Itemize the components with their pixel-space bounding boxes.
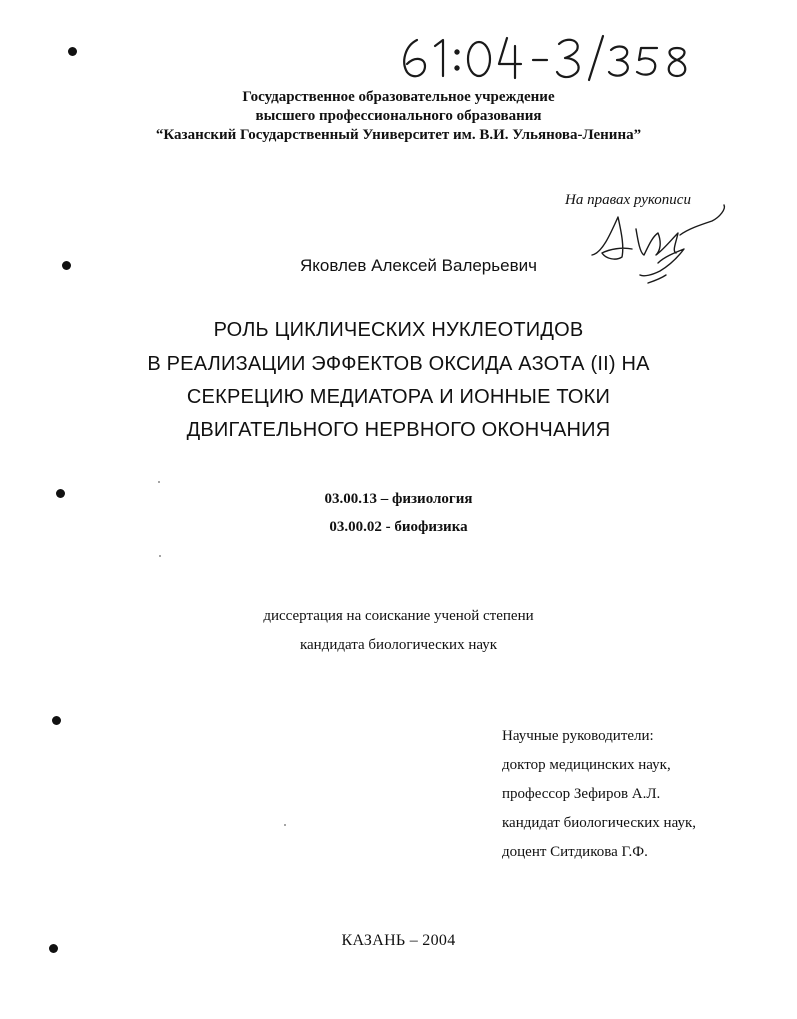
- signature: [588, 195, 728, 290]
- punch-hole: [52, 716, 61, 725]
- catalog-number-handwritten: [395, 32, 695, 84]
- advisor-line: кандидат биологических наук,: [502, 815, 696, 831]
- scan-speck: [284, 824, 286, 826]
- advisors-heading: Научные руководители:: [502, 728, 654, 744]
- institution-line-2: высшего профессионального образования: [255, 108, 542, 124]
- punch-hole: [62, 261, 71, 270]
- title-line: В РЕАЛИЗАЦИИ ЭФФЕКТОВ ОКСИДА АЗОТА (II) НА: [147, 353, 650, 375]
- title-line: ДВИГАТЕЛЬНОГО НЕРВНОГО ОКОНЧАНИЯ: [186, 419, 611, 441]
- advisor-line: профессор Зефиров А.Л.: [502, 786, 661, 802]
- scan-speck: [159, 555, 161, 557]
- degree-line-2: кандидата биологических наук: [299, 637, 498, 653]
- specialty-code: 03.00.02 - биофизика: [329, 519, 468, 535]
- scan-speck: [158, 481, 160, 483]
- advisor-line: доцент Ситдикова Г.Ф.: [502, 844, 648, 860]
- degree-line-1: диссертация на соискание ученой степени: [263, 608, 534, 624]
- institution-line-3: “Казанский Государственный Университет им. В.И. Ульянова-Ленина”: [155, 127, 642, 143]
- title-line: СЕКРЕЦИЮ МЕДИАТОРА И ИОННЫЕ ТОКИ: [186, 386, 611, 408]
- title-line: РОЛЬ ЦИКЛИЧЕСКИХ НУКЛЕОТИДОВ: [213, 319, 584, 341]
- punch-hole: [68, 47, 77, 56]
- manuscript-note: На правах рукописи: [565, 192, 691, 208]
- advisor-line: доктор медицинских наук,: [502, 757, 671, 773]
- specialty-code: 03.00.13 – физиология: [324, 491, 473, 507]
- city-year: КАЗАНЬ – 2004: [341, 932, 456, 949]
- advisors-block: [502, 722, 696, 867]
- institution-line-1: Государственное образовательное учреждение: [242, 89, 555, 105]
- author-name: Яковлев Алексей Валерьевич: [300, 256, 537, 275]
